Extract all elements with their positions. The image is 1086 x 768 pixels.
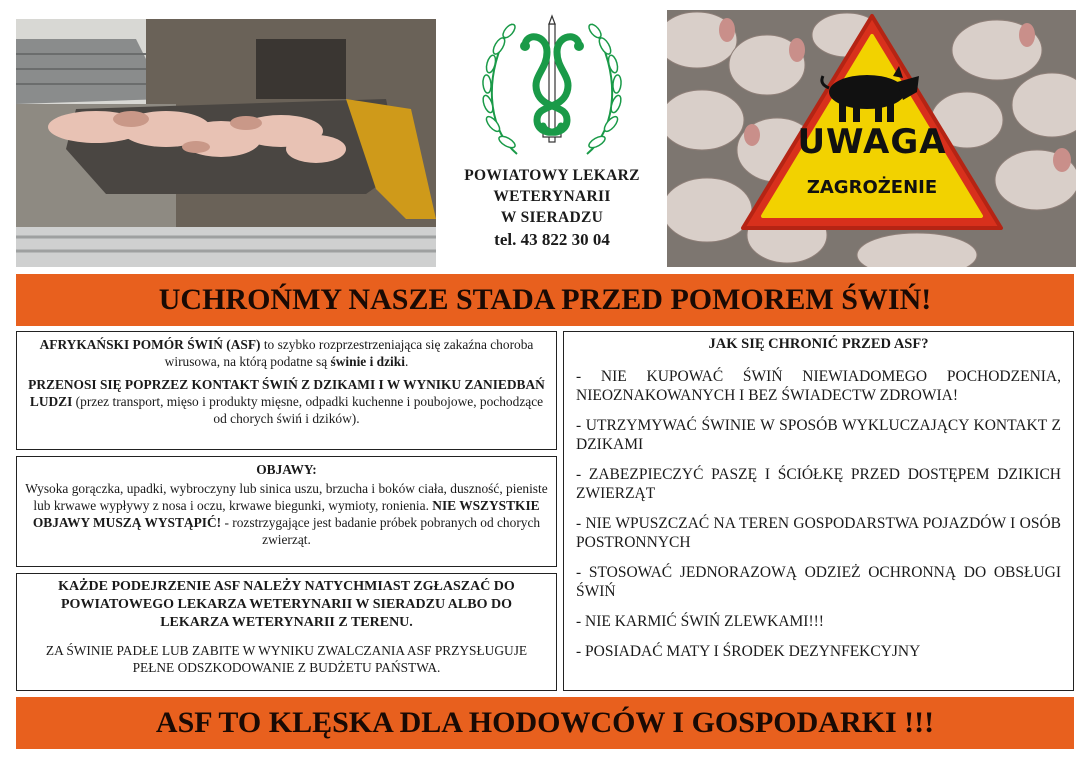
asf-name: AFRYKAŃSKI POMÓR ŚWIŃ (ASF) (39, 337, 261, 352)
banner-bottom: ASF TO KLĘSKA DLA HODOWCÓW I GOSPODARKI !!! (16, 697, 1074, 749)
warning-title: UWAGA (797, 122, 947, 162)
info-box-prevention (563, 331, 1074, 691)
veterinary-logo-icon (477, 14, 627, 162)
prevention-rule: - UTRZYMYWAĆ ŚWINIE W SPOSÓB WYKLUCZAJĄCY KONTAKT Z DZIKAMI (576, 417, 1061, 453)
prevention-rule: - NIE WPUSZCZAĆ NA TEREN GOSPODARSTWA POJAZDÓW I OSÓB POSTRONNYCH (576, 515, 1061, 551)
compensation-info: ZA ŚWINIE PADŁE LUB ZABITE W WYNIKU ZWALCZANIA ASF PRZYSŁUGUJE PEŁNE ODSZKODOWANIE Z BUDŻETU PAŃSTWA. (45, 643, 528, 675)
symptoms-text (25, 480, 548, 548)
loader-photo-illustration (16, 19, 436, 267)
office-name (446, 165, 658, 228)
photo-loader-with-dead-pigs (16, 19, 436, 267)
office-line-1: POWIATOWY LEKARZ (464, 167, 640, 184)
office-phone: tel. 43 822 30 04 (494, 230, 610, 249)
info-box-asf-description (16, 331, 557, 450)
asf-definition (25, 336, 548, 370)
banner-top: UCHROŃMY NASZE STADA PRZED POMOREM ŚWIŃ! (16, 274, 1074, 326)
photo-pigs-warning (667, 10, 1076, 267)
info-box-symptoms (16, 456, 557, 567)
warning-subtitle: ZAGROŻENIE (806, 177, 938, 198)
asf-definition-end: . (404, 354, 409, 369)
prevention-rule: - POSIADAĆ MATY I ŚRODEK DEZYNFEKCYJNY (576, 643, 921, 660)
symptoms-warning: NIE WSZYSTKIE OBJAWY MUSZĄ WYSTĄPIĆ! (32, 498, 540, 530)
asf-transmission-text: (przez transport, mięso i produkty mięsne, odpadki kuchenne i poubojowe, pochodzące od chorych świń i dzików). (72, 394, 544, 426)
asf-transmission-bold: PRZENOSI SIĘ POPRZEZ KONTAKT ŚWIŃ Z DZIKAMI I W WYNIKU ZANIEDBAŃ LUDZI (28, 377, 545, 409)
asf-transmission (25, 376, 548, 427)
asf-definition-text: to szybko rozprzestrzeniająca się zakaźna choroba wirusowa, na którą podatne są (164, 337, 534, 369)
office-line-3: W SIERADZU (500, 209, 604, 226)
veterinary-office-header (446, 14, 658, 270)
office-line-2: WETERYNARII (493, 188, 611, 205)
prevention-title: JAK SIĘ CHRONIĆ PRZED ASF? (708, 336, 929, 352)
symptoms-title: OBJAWY: (256, 462, 317, 477)
reporting-instruction: KAŻDE PODEJRZENIE ASF NALEŻY NATYCHMIAST ZGŁASZAĆ DO POWIATOWEGO LEKARZA WETERYNARII W SIERADZU ALBO DO LEKARZA WETERYNARII Z TERENU. (58, 579, 515, 630)
prevention-rule: - STOSOWAĆ JEDNORAZOWĄ ODZIEŻ OCHRONNĄ DO OBSŁUGI ŚWIŃ (576, 564, 1061, 600)
asf-susceptible: świnie i dziki (330, 354, 405, 369)
symptoms-list: Wysoka gorączka, upadki, wybroczyny lub sinica uszu, brzucha i boków ciała, duszność, pieniste lub krwawe wypływy z nosa i oczu, krwawe biegunki, wymioty, ronienia. (25, 481, 548, 513)
prevention-rule: - NIE KUPOWAĆ ŚWIŃ NIEWIADOMEGO POCHODZENIA, NIEOZNAKOWANYCH I BEZ ŚWIADECTW ZDROWIA! (576, 368, 1061, 404)
symptoms-end: - rozstrzygające jest badanie próbek pobranych od chorych zwierząt. (221, 515, 541, 547)
info-box-reporting (16, 573, 557, 691)
prevention-rule: - ZABEZPIECZYĆ PASZĘ I ŚCIÓŁKĘ PRZED DOSTĘPEM DZIKICH ZWIERZĄT (576, 466, 1061, 502)
prevention-rule: - NIE KARMIĆ ŚWIŃ ZLEWKAMI!!! (576, 613, 824, 630)
